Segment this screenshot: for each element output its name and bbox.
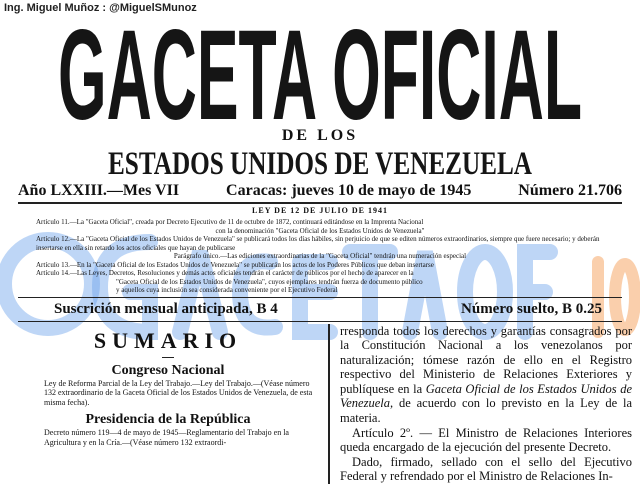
article-text: "Gaceta Oficial de los Estados Unidos de Venezuela", cuyos ejemplares tendrán fuerza de documento público — [36, 278, 604, 287]
single-issue-price: Número suelto, B 0.25 — [461, 300, 602, 319]
article-text: y aquellos cuya inclusión sea considerada conveniente por el Ejecutivo Federal — [36, 286, 604, 295]
issue-number: Número 21.706 — [518, 181, 622, 200]
body-text: Artículo 2º. — El Ministro de Relaciones Interiores queda encargado de la ejecución del presente Decreto. — [340, 426, 632, 455]
divider — [162, 357, 174, 358]
article-text: Artículo 12.—La "Gaceta Oficial de los Estados Unidos de Venezuela" se publicará todos los días hábiles, sin perjuicio de que se editen — [36, 235, 417, 243]
section-text: Decreto número 119—4 de mayo de 1945—Reglamentario del Trabajo en la Agricultura y en la Cría.—(Véase número 132 extraordi- — [18, 428, 318, 447]
issue-date: Caracas: jueves 10 de mayo de 1945 — [226, 181, 471, 200]
article-text: Artículo 11.—La "Gaceta Oficial", creada por Decreto Ejecutivo de 11 de octubre de 1872, continuará editándose en la Imprenta Nacional — [36, 218, 423, 226]
sumario-title: SUMARIO — [18, 328, 318, 354]
body-columns — [18, 324, 622, 484]
price-row — [18, 300, 622, 319]
body-text-italic: Gaceta Oficial de los Estados Unidos de Venezuela, — [340, 382, 632, 411]
body-text: Dado, firmado, sellado con el sello del Ejecutivo Federal y refrendado por el Ministro de Relaciones In- — [340, 455, 632, 484]
masthead-country-text: ESTADOS UNIDOS DE VENEZUELA — [108, 146, 532, 179]
law-article-13: Artículo 13.—En la "Gaceta Oficial de los Estados Unidos de Venezuela" se publicarán los actos de los Poderes Públicos que deban insertarse — [36, 261, 604, 270]
article-text: con la denominación "Gaceta Oficial de los Estados Unidos de Venezuela" — [36, 227, 604, 236]
section-heading: Congreso Nacional — [18, 362, 318, 379]
sumario-column — [18, 324, 318, 484]
body-text: de acuerdo con lo previsto en la Ley de la materia. — [340, 396, 632, 425]
masthead-de-los: DE LOS — [18, 127, 622, 145]
divider — [18, 297, 622, 298]
law-heading: LEY DE 12 DE JULIO DE 1941 — [18, 206, 622, 216]
issue-header — [18, 181, 622, 200]
masthead-title-text: GACETA OFICIAL — [58, 15, 582, 127]
law-article-11 — [36, 218, 604, 227]
masthead-title — [18, 15, 622, 127]
right-column-text — [328, 324, 632, 484]
section-heading: Presidencia de la República — [18, 411, 318, 428]
law-articles — [18, 218, 622, 295]
body-text: rresponda todos los derechos y garantías consagrados por la Constitución Nacional a los venezolanos por naturalización; tómese razón de ello en el Registro respectivo del Ministerio de Relaciones Exteriores y publíquese en la — [340, 324, 632, 396]
subscription-price: Suscrición mensual anticipada, B 4 — [54, 300, 278, 319]
law-article-12 — [36, 235, 604, 252]
section-text: Ley de Reforma Parcial de la Ley del Trabajo.—Ley del Trabajo.—(Véase número 132 extraordinario de la Gaceta Oficial de los Estados Unidos de Venezuela, de esta misma fecha). — [18, 379, 318, 408]
divider — [18, 321, 622, 322]
issue-year-month: Año LXXIII.—Mes VII — [18, 181, 179, 200]
article-text: números extraordinarios, siempre que fuere necesario; y deberán insertarse en ella sin retardo los actos oficiales que hayan de publicarse — [36, 235, 599, 252]
law-paragraph: Parágrafo único.—Las ediciones extraordinarias de la "Gaceta Oficial" tendrán una numeración especial — [36, 252, 604, 261]
law-article-14: Artículo 14.—Las Leyes, Decretos, Resoluciones y demás actos oficiales tendrán el carácter de públicos por el hecho de aparecer en la — [36, 269, 604, 278]
masthead-country — [18, 145, 622, 179]
divider — [18, 202, 622, 204]
author-credit: Ing. Miguel Muñoz : @MiguelSMunoz — [4, 2, 622, 15]
